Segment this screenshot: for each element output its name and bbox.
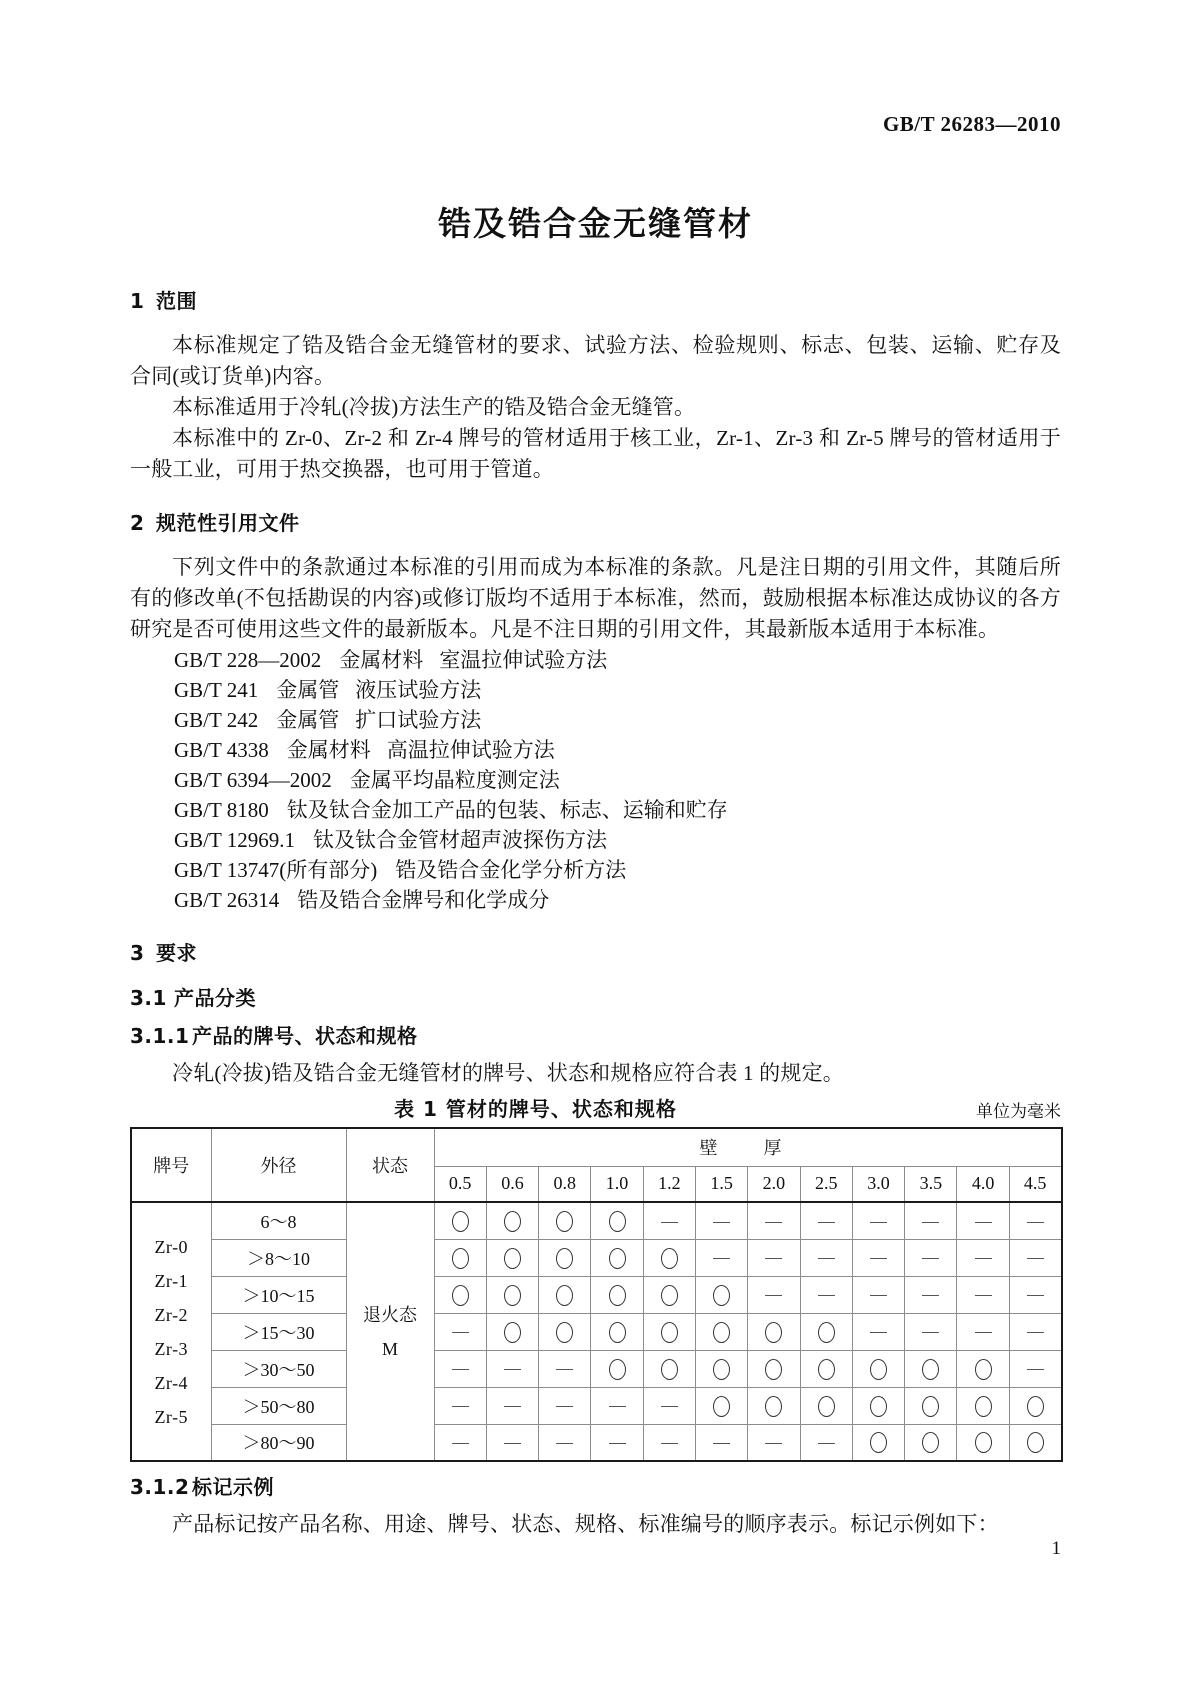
cell-unavailable-mark — [800, 1239, 852, 1276]
dash-icon — [975, 1332, 992, 1333]
cell-available-mark — [434, 1276, 486, 1313]
dash-icon — [1027, 1222, 1044, 1223]
circle-icon — [504, 1211, 521, 1232]
circle-icon — [504, 1285, 521, 1306]
circle-icon — [661, 1285, 678, 1306]
dash-icon — [870, 1258, 887, 1259]
thickness-header: 3.0 — [852, 1166, 904, 1202]
cell-available-mark — [591, 1239, 643, 1276]
reference-subtitle: 室温拉伸试验方法 — [439, 648, 608, 672]
cell-available-mark — [539, 1313, 591, 1350]
section-3-1-1-paragraph: 冷轧(冷拔)锆及锆合金无缝管材的牌号、状态和规格应符合表 1 的规定。 — [172, 1061, 844, 1085]
dash-icon — [661, 1406, 678, 1407]
cell-available-mark — [957, 1350, 1009, 1387]
section-3-1-1-title: 产品的牌号、状态和规格 — [192, 1024, 418, 1048]
dash-icon — [504, 1369, 521, 1370]
thickness-header: 2.5 — [800, 1166, 852, 1202]
normative-references-list — [130, 645, 1061, 915]
dash-icon — [975, 1258, 992, 1259]
cell-unavailable-mark — [957, 1202, 1009, 1239]
cell-unavailable-mark — [539, 1387, 591, 1424]
circle-icon — [452, 1285, 469, 1306]
circle-icon — [870, 1432, 887, 1453]
cell-unavailable-mark — [957, 1239, 1009, 1276]
section-1-paragraph-2: 本标准适用于冷轧(冷拔)方法生产的锆及锆合金无缝管。 — [172, 395, 696, 419]
cell-unavailable-mark — [852, 1202, 904, 1239]
circle-icon — [713, 1322, 730, 1343]
table-row — [131, 1424, 1062, 1461]
cell-outer-diameter: ＞80～90 — [211, 1424, 346, 1461]
dash-icon — [870, 1222, 887, 1223]
dash-icon — [765, 1295, 782, 1296]
reference-code: GB/T 12969.1 — [174, 828, 295, 852]
reference-title: 金属平均晶粒度测定法 — [349, 768, 560, 792]
reference-item — [174, 855, 1061, 885]
cell-unavailable-mark — [1009, 1350, 1061, 1387]
cell-unavailable-mark — [643, 1424, 695, 1461]
brand-name: Zr-2 — [154, 1304, 189, 1325]
thickness-header: 4.5 — [1009, 1166, 1061, 1202]
reference-subtitle: 扩口试验方法 — [355, 708, 482, 732]
cell-available-mark — [852, 1424, 904, 1461]
circle-icon — [765, 1359, 782, 1380]
cell-available-mark — [905, 1387, 957, 1424]
cell-unavailable-mark — [1009, 1313, 1061, 1350]
thickness-header: 0.5 — [434, 1166, 486, 1202]
cell-unavailable-mark — [695, 1424, 747, 1461]
cell-outer-diameter: ＞10～15 — [211, 1276, 346, 1313]
circle-icon — [504, 1322, 521, 1343]
table-1-body — [131, 1202, 1062, 1461]
cell-unavailable-mark — [434, 1313, 486, 1350]
thickness-header: 0.6 — [486, 1166, 538, 1202]
circle-icon — [922, 1432, 939, 1453]
circle-icon — [818, 1396, 835, 1417]
brand-name: Zr-4 — [154, 1372, 189, 1393]
table-1-unit-note: 单位为毫米 — [976, 1102, 1061, 1121]
table-1-caption: 表 1 管材的牌号、状态和规格 — [394, 1097, 677, 1121]
circle-icon — [609, 1285, 626, 1306]
reference-code: GB/T 26314 — [174, 888, 280, 912]
reference-item — [174, 735, 1061, 765]
section-1-paragraph-1: 本标准规定了锆及锆合金无缝管材的要求、试验方法、检验规则、标志、包装、运输、贮存及合同(或订货单)内容。 — [130, 333, 1061, 388]
section-heading-3-1-1 — [130, 1020, 1061, 1049]
cell-unavailable-mark — [748, 1424, 800, 1461]
column-header-brand: 牌号 — [131, 1128, 211, 1202]
cell-available-mark — [486, 1202, 538, 1239]
dash-icon — [818, 1258, 835, 1259]
cell-unavailable-mark — [539, 1424, 591, 1461]
circle-icon — [1027, 1396, 1044, 1417]
dash-icon — [1027, 1258, 1044, 1259]
cell-available-mark — [748, 1350, 800, 1387]
circle-icon — [452, 1211, 469, 1232]
cell-unavailable-mark — [539, 1350, 591, 1387]
dash-icon — [818, 1295, 835, 1296]
circle-icon — [713, 1359, 730, 1380]
section-heading-1 — [130, 285, 1061, 314]
cell-unavailable-mark — [486, 1387, 538, 1424]
reference-item — [174, 825, 1061, 855]
cell-available-mark — [643, 1239, 695, 1276]
dash-icon — [713, 1258, 730, 1259]
table-header-row-1 — [131, 1128, 1062, 1166]
cell-unavailable-mark — [852, 1276, 904, 1313]
dash-icon — [975, 1295, 992, 1296]
cell-unavailable-mark — [434, 1387, 486, 1424]
dash-icon — [922, 1295, 939, 1296]
thickness-header: 4.0 — [957, 1166, 1009, 1202]
cell-unavailable-mark — [905, 1276, 957, 1313]
section-1-paragraph-3: 本标准中的 Zr-0、Zr-2 和 Zr-4 牌号的管材适用于核工业，Zr-1、Zr-3 和 Zr-5 牌号的管材适用于一般工业，可用于热交换器，也可用于管道。 — [130, 426, 1061, 481]
reference-code: GB/T 13747(所有部分) — [174, 858, 378, 882]
dash-icon — [504, 1443, 521, 1444]
cell-outer-diameter: 6～8 — [211, 1202, 346, 1239]
section-2-number: 2 — [130, 511, 145, 535]
circle-icon — [452, 1248, 469, 1269]
table-row — [131, 1350, 1062, 1387]
cell-available-mark — [695, 1313, 747, 1350]
circle-icon — [609, 1211, 626, 1232]
cell-available-mark — [591, 1313, 643, 1350]
section-1-number: 1 — [130, 289, 145, 313]
cell-outer-diameter: ＞50～80 — [211, 1387, 346, 1424]
cell-unavailable-mark — [748, 1276, 800, 1313]
cell-available-mark — [957, 1387, 1009, 1424]
cell-available-mark — [905, 1350, 957, 1387]
cell-unavailable-mark — [800, 1202, 852, 1239]
section-heading-3-1 — [130, 982, 1061, 1011]
section-heading-2 — [130, 507, 1061, 536]
dash-icon — [504, 1406, 521, 1407]
circle-icon — [922, 1359, 939, 1380]
circle-icon — [556, 1285, 573, 1306]
reference-code: GB/T 8180 — [174, 798, 269, 822]
circle-icon — [975, 1396, 992, 1417]
dash-icon — [556, 1443, 573, 1444]
section-2-title: 规范性引用文件 — [156, 511, 300, 535]
column-header-state: 状态 — [346, 1128, 434, 1202]
section-1-title: 范围 — [156, 289, 197, 313]
circle-icon — [870, 1359, 887, 1380]
section-3-1-2-title: 标记示例 — [192, 1475, 274, 1499]
cell-unavailable-mark — [1009, 1202, 1061, 1239]
cell-available-mark — [852, 1387, 904, 1424]
cell-unavailable-mark — [643, 1387, 695, 1424]
dash-icon — [556, 1369, 573, 1370]
thickness-header: 1.2 — [643, 1166, 695, 1202]
circle-icon — [556, 1211, 573, 1232]
cell-available-mark — [1009, 1424, 1061, 1461]
thickness-header: 1.5 — [695, 1166, 747, 1202]
brand-name: Zr-0 — [154, 1236, 189, 1257]
table-row — [131, 1202, 1062, 1239]
cell-brand-list — [131, 1202, 211, 1461]
circle-icon — [713, 1285, 730, 1306]
dash-icon — [452, 1443, 469, 1444]
cell-unavailable-mark — [905, 1313, 957, 1350]
section-2-paragraph-1: 下列文件中的条款通过本标准的引用而成为本标准的条款。凡是注日期的引用文件，其随后所有的修改单(不包括勘误的内容)或修订版均不适用于本标准，然而，鼓励根据本标准达成协议的各方研究是否可使用这些文件的最新版本。凡是不注日期的引用文件，其最新版本适用于本标准。 — [130, 555, 1061, 641]
section-3-1-title: 产品分类 — [174, 986, 256, 1010]
dash-icon — [556, 1406, 573, 1407]
dash-icon — [609, 1443, 626, 1444]
cell-unavailable-mark — [643, 1202, 695, 1239]
cell-unavailable-mark — [800, 1276, 852, 1313]
cell-unavailable-mark — [852, 1239, 904, 1276]
cell-unavailable-mark — [748, 1239, 800, 1276]
cell-available-mark — [643, 1276, 695, 1313]
state-line: 退火态 — [363, 1304, 417, 1325]
circle-icon — [765, 1396, 782, 1417]
cell-available-mark — [539, 1276, 591, 1313]
cell-unavailable-mark — [486, 1424, 538, 1461]
column-header-outer-diameter: 外径 — [211, 1128, 346, 1202]
table-1-caption-row — [130, 1093, 1061, 1125]
cell-unavailable-mark — [957, 1276, 1009, 1313]
brand-name: Zr-3 — [154, 1338, 189, 1359]
cell-unavailable-mark — [695, 1202, 747, 1239]
cell-available-mark — [695, 1276, 747, 1313]
cell-available-mark — [643, 1350, 695, 1387]
cell-unavailable-mark — [591, 1387, 643, 1424]
dash-icon — [713, 1443, 730, 1444]
reference-title: 金属材料 — [286, 738, 371, 762]
dash-icon — [765, 1258, 782, 1259]
dash-icon — [661, 1222, 678, 1223]
cell-available-mark — [748, 1387, 800, 1424]
dash-icon — [818, 1443, 835, 1444]
document-body — [130, 285, 1061, 1540]
cell-unavailable-mark — [1009, 1276, 1061, 1313]
cell-available-mark — [905, 1424, 957, 1461]
table-row — [131, 1239, 1062, 1276]
section-3-title: 要求 — [156, 941, 197, 965]
running-header-standard-number: GB/T 26283—2010 — [882, 112, 1061, 136]
circle-icon — [609, 1248, 626, 1269]
section-heading-3 — [130, 937, 1061, 966]
reference-title: 钛及钛合金管材超声波探伤方法 — [312, 828, 607, 852]
table-1-specifications — [130, 1127, 1063, 1462]
circle-icon — [818, 1322, 835, 1343]
cell-unavailable-mark — [748, 1202, 800, 1239]
brand-name: Zr-1 — [154, 1270, 189, 1291]
cell-outer-diameter: ＞15～30 — [211, 1313, 346, 1350]
thickness-header: 1.0 — [591, 1166, 643, 1202]
circle-icon — [713, 1396, 730, 1417]
table-row — [131, 1313, 1062, 1350]
dash-icon — [922, 1258, 939, 1259]
cell-unavailable-mark — [905, 1202, 957, 1239]
cell-available-mark — [486, 1313, 538, 1350]
circle-icon — [1027, 1432, 1044, 1453]
thickness-header: 3.5 — [905, 1166, 957, 1202]
reference-subtitle: 液压试验方法 — [355, 678, 482, 702]
section-3-1-2-paragraph: 产品标记按产品名称、用途、牌号、状态、规格、标准编号的顺序表示。标记示例如下： — [172, 1512, 999, 1536]
section-heading-3-1-2 — [130, 1471, 1061, 1500]
circle-icon — [975, 1432, 992, 1453]
circle-icon — [661, 1359, 678, 1380]
reference-code: GB/T 242 — [174, 708, 259, 732]
cell-available-mark — [957, 1424, 1009, 1461]
cell-available-mark — [800, 1387, 852, 1424]
reference-title: 金属管 — [276, 678, 340, 702]
cell-outer-diameter: ＞30～50 — [211, 1350, 346, 1387]
reference-item — [174, 675, 1061, 705]
cell-available-mark — [695, 1387, 747, 1424]
cell-unavailable-mark — [905, 1239, 957, 1276]
page-number: 1 — [1051, 1538, 1061, 1559]
cell-available-mark — [434, 1239, 486, 1276]
cell-available-mark — [434, 1202, 486, 1239]
dash-icon — [452, 1406, 469, 1407]
cell-unavailable-mark — [800, 1424, 852, 1461]
section-3-number: 3 — [130, 941, 145, 965]
reference-title: 金属材料 — [339, 648, 424, 672]
circle-icon — [818, 1359, 835, 1380]
dash-icon — [1027, 1295, 1044, 1296]
cell-available-mark — [486, 1276, 538, 1313]
reference-item — [174, 795, 1061, 825]
cell-state — [346, 1202, 434, 1461]
circle-icon — [661, 1248, 678, 1269]
reference-title: 金属管 — [276, 708, 340, 732]
dash-icon — [1027, 1332, 1044, 1333]
reference-subtitle: 高温拉伸试验方法 — [386, 738, 555, 762]
reference-code: GB/T 4338 — [174, 738, 269, 762]
section-3-1-2-number: 3.1.2 — [130, 1475, 190, 1499]
reference-code: GB/T 241 — [174, 678, 259, 702]
cell-available-mark — [852, 1350, 904, 1387]
circle-icon — [504, 1248, 521, 1269]
cell-available-mark — [800, 1350, 852, 1387]
dash-icon — [818, 1222, 835, 1223]
cell-unavailable-mark — [591, 1424, 643, 1461]
dash-icon — [609, 1406, 626, 1407]
reference-code: GB/T 228—2002 — [174, 648, 322, 672]
reference-item — [174, 705, 1061, 735]
table-row — [131, 1387, 1062, 1424]
table-1-header — [131, 1128, 1062, 1202]
circle-icon — [870, 1396, 887, 1417]
reference-item — [174, 765, 1061, 795]
cell-available-mark — [643, 1313, 695, 1350]
dash-icon — [870, 1295, 887, 1296]
circle-icon — [609, 1359, 626, 1380]
thickness-header: 0.8 — [539, 1166, 591, 1202]
dash-icon — [765, 1443, 782, 1444]
circle-icon — [661, 1322, 678, 1343]
reference-title: 锆及锆合金化学分析方法 — [395, 858, 627, 882]
cell-unavailable-mark — [957, 1313, 1009, 1350]
cell-available-mark — [591, 1202, 643, 1239]
cell-available-mark — [486, 1239, 538, 1276]
circle-icon — [556, 1322, 573, 1343]
circle-icon — [609, 1322, 626, 1343]
column-header-wall-thickness: 壁 厚 — [434, 1128, 1062, 1166]
cell-unavailable-mark — [434, 1424, 486, 1461]
page-title: 锆及锆合金无缝管材 — [438, 204, 753, 243]
cell-available-mark — [800, 1313, 852, 1350]
cell-available-mark — [1009, 1387, 1061, 1424]
cell-unavailable-mark — [486, 1350, 538, 1387]
cell-available-mark — [695, 1350, 747, 1387]
brand-name: Zr-5 — [154, 1406, 189, 1427]
cell-available-mark — [539, 1239, 591, 1276]
dash-icon — [661, 1443, 678, 1444]
section-3-1-number: 3.1 — [130, 986, 167, 1010]
thickness-header: 2.0 — [748, 1166, 800, 1202]
reference-title: 钛及钛合金加工产品的包装、标志、运输和贮存 — [286, 798, 728, 822]
reference-item — [174, 885, 1061, 915]
section-3-1-1-number: 3.1.1 — [130, 1024, 190, 1048]
cell-outer-diameter: ＞8～10 — [211, 1239, 346, 1276]
circle-icon — [765, 1322, 782, 1343]
dash-icon — [765, 1222, 782, 1223]
cell-available-mark — [591, 1350, 643, 1387]
cell-available-mark — [748, 1313, 800, 1350]
dash-icon — [922, 1222, 939, 1223]
dash-icon — [870, 1332, 887, 1333]
cell-unavailable-mark — [1009, 1239, 1061, 1276]
dash-icon — [452, 1332, 469, 1333]
dash-icon — [452, 1369, 469, 1370]
dash-icon — [1027, 1369, 1044, 1370]
reference-item — [174, 645, 1061, 675]
reference-title: 锆及锆合金牌号和化学成分 — [297, 888, 550, 912]
cell-unavailable-mark — [852, 1313, 904, 1350]
circle-icon — [975, 1359, 992, 1380]
state-line: M — [381, 1338, 398, 1359]
table-row — [131, 1276, 1062, 1313]
cell-unavailable-mark — [695, 1239, 747, 1276]
circle-icon — [922, 1396, 939, 1417]
cell-unavailable-mark — [434, 1350, 486, 1387]
circle-icon — [556, 1248, 573, 1269]
dash-icon — [975, 1222, 992, 1223]
cell-available-mark — [539, 1202, 591, 1239]
dash-icon — [713, 1222, 730, 1223]
dash-icon — [922, 1332, 939, 1333]
reference-code: GB/T 6394—2002 — [174, 768, 332, 792]
cell-available-mark — [591, 1276, 643, 1313]
